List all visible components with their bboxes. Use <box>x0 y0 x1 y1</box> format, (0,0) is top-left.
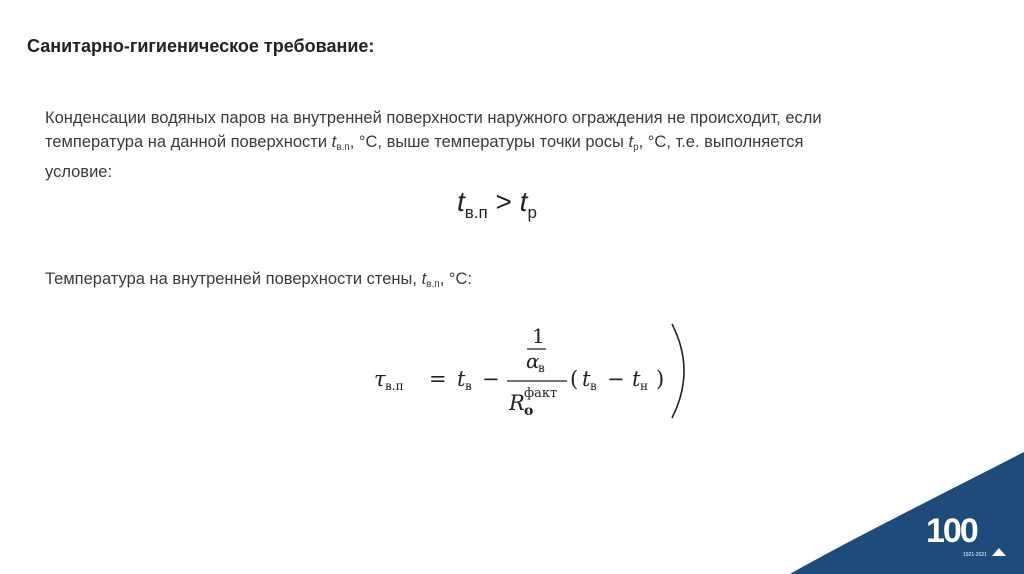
formula-t-sub-v: в <box>465 379 472 393</box>
formula-t3-sub: н <box>640 379 648 393</box>
cond-rhs-var: t <box>519 186 528 217</box>
formula-R-sup: факт <box>524 386 558 401</box>
cond-rhs-sub: р <box>527 203 537 222</box>
para-line2b: , °С, выше температуры точки росы <box>349 133 629 151</box>
sub-vp: в.п <box>336 142 350 153</box>
formula-t2: t <box>582 367 591 391</box>
var-t-surface: t <box>331 133 337 151</box>
formula-alpha-sub: в <box>538 361 545 375</box>
formula-equals: = <box>429 367 447 391</box>
formula-alpha: α <box>526 349 540 373</box>
para-line2a: температура на данной поверхности <box>45 133 332 151</box>
formula-tau-sub: в.п <box>385 379 404 393</box>
formula-minus: − <box>482 367 500 391</box>
para2-var: t <box>421 270 427 288</box>
formula-lparen: ( <box>570 367 579 391</box>
formula-t2-sub: в <box>590 379 597 393</box>
para2-text: Температура на внутренней поверхности стены, <box>45 270 422 288</box>
formula-tau: τ <box>374 367 386 391</box>
formula-numerator-one: 1 <box>532 324 545 348</box>
para-line2c: , °С, т.е. выполняется <box>638 133 804 151</box>
slide-title: Санитарно-гигиеническое требование: <box>27 36 375 56</box>
var-t-dew: t <box>628 133 634 151</box>
formula-t: t <box>457 367 466 391</box>
para-line1: Конденсации водяных паров на внутренней поверхности наружного ограждения не происходит, если <box>45 109 822 127</box>
para2-unit: , °С: <box>439 270 472 288</box>
sub-p: р <box>633 142 639 153</box>
formula-R: R <box>509 391 525 415</box>
para-line3: условие: <box>45 163 113 181</box>
formula-R-sub: о <box>524 403 534 419</box>
footer-blue-wave <box>790 452 1024 574</box>
formula-minus2: − <box>607 367 625 391</box>
formula-rparen: ) <box>656 367 665 391</box>
logo-years-text: 1921-2021 <box>963 552 987 558</box>
formula-t3: t <box>632 367 641 391</box>
cond-operator: > <box>495 186 512 217</box>
cond-lhs-var: t <box>457 186 465 217</box>
logo-100-text: 100 <box>926 512 977 550</box>
cond-lhs-sub: в.п <box>464 203 488 222</box>
para2-sub: в.п <box>426 279 440 290</box>
